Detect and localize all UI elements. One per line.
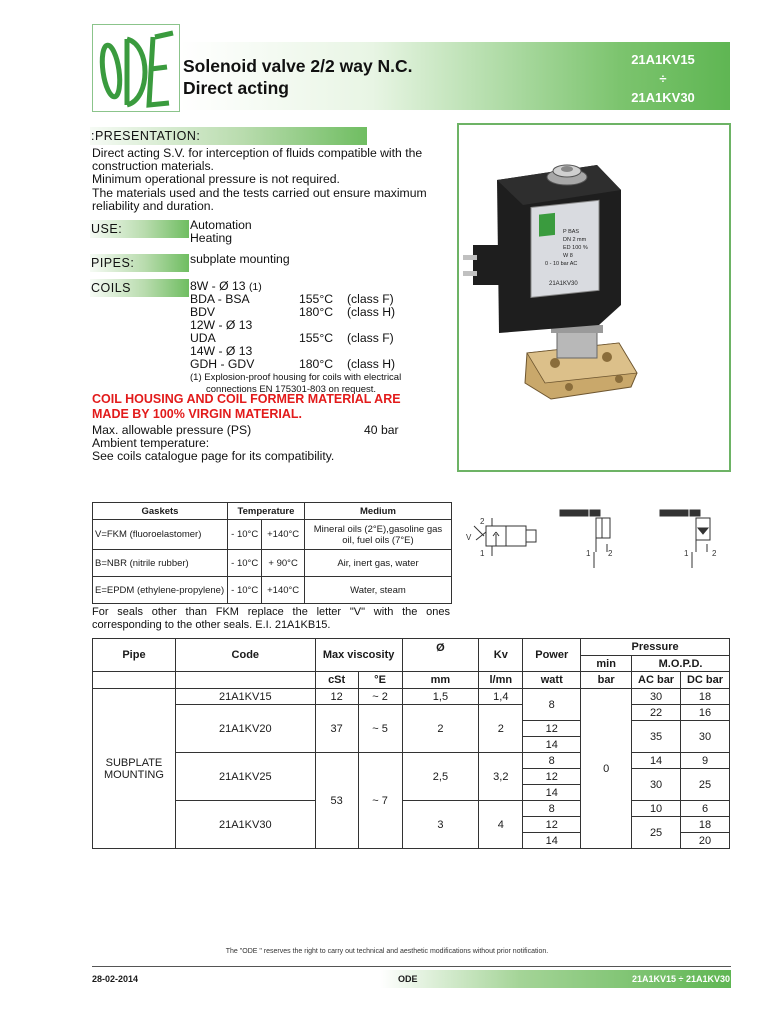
- kv-header: Kv: [479, 639, 523, 672]
- dc-bar-unit: DC bar: [681, 672, 730, 689]
- table-row: [93, 577, 452, 604]
- footer-brand: ODE: [398, 974, 418, 984]
- photo-label-line: W 8: [563, 253, 573, 259]
- code-cell: 21A1KV30: [175, 801, 315, 849]
- min-header: min: [581, 656, 632, 672]
- dc-cell: 20: [681, 833, 730, 849]
- temp-max-cell: +140°C: [262, 577, 305, 604]
- pipe-header: Pipe: [93, 639, 176, 672]
- gasket-cell: V=FKM (fluoroelastomer): [93, 520, 228, 550]
- e-cell: ~ 7: [358, 753, 402, 849]
- medium-cell: Air, inert gas, water: [304, 550, 451, 577]
- kv-cell: 3,2: [479, 753, 523, 801]
- temp-min-cell: - 10°C: [228, 520, 262, 550]
- ode-logo: [92, 24, 180, 112]
- seals-note: For seals other than FKM replace the letter "V" with the ones corresponding to the other seals. E.I. 21A1KB15.: [92, 606, 450, 631]
- cst-cell: 53: [315, 753, 358, 849]
- table-row: [93, 753, 730, 769]
- ac-cell: 25: [632, 817, 681, 849]
- presentation-text: Direct acting S.V. for interception of fluids compatible with the construction materials. Minimum operational pressure is not required. The materials used and the tests carried out ensure maximum reliability and duration.: [92, 146, 427, 213]
- ac-cell: 35: [632, 721, 681, 753]
- cst-cell: 37: [315, 705, 358, 753]
- photo-label-code: 21A1KV30: [549, 281, 578, 287]
- pipes-value: subplate mounting: [190, 252, 290, 266]
- coils-list: 8W - Ø 13 (1) BDA - BSA 155°C (class F) BDV 180°C (class H) 12W - Ø 13 UDA 155°C (class F) 14W - Ø 13 GDH - GDV 180°C (class H) (1) Explosion-proof housing for coils with electrical connections EN 175301-803 on request.: [190, 279, 402, 395]
- code-range: 21A1KV15 ÷ 21A1KV30: [631, 52, 695, 105]
- diameter-cell: 3: [402, 801, 479, 849]
- pressure-info: Max. allowable pressure (PS) 40 bar Ambient temperature: See coils catalogue page for its compatibility.: [92, 423, 399, 464]
- bar-unit: bar: [581, 672, 632, 689]
- photo-label-line: 0 - 10 bar AC: [545, 261, 578, 267]
- e-cell: ~ 5: [358, 705, 402, 753]
- footer-codes: 21A1KV15 ÷ 21A1KV30: [632, 974, 730, 984]
- footer-date: 28-02-2014: [92, 974, 139, 984]
- medium-header: Medium: [304, 503, 451, 520]
- gaskets-table: [92, 502, 452, 604]
- diameter-cell: 2: [402, 705, 479, 753]
- ac-cell: 10: [632, 801, 681, 817]
- coils-heading: COILS: [90, 279, 189, 297]
- power-cell: 8: [523, 753, 581, 769]
- dc-cell: 18: [681, 817, 730, 833]
- product-photo: [457, 123, 731, 472]
- valve-symbols: [462, 504, 732, 574]
- temp-min-cell: - 10°C: [228, 577, 262, 604]
- power-cell: 12: [523, 817, 581, 833]
- temperature-header: Temperature: [228, 503, 305, 520]
- svg-text:2: 2: [712, 549, 717, 558]
- specs-table: [92, 638, 730, 849]
- svg-text:1: 1: [586, 549, 591, 558]
- power-cell: 14: [523, 833, 581, 849]
- use-heading: USE:: [90, 220, 189, 238]
- pipe-cell: SUBPLATE MOUNTING: [93, 689, 176, 849]
- svg-text:2: 2: [480, 517, 485, 526]
- table-row: [93, 689, 730, 705]
- page-title: Solenoid valve 2/2 way N.C. Direct acting: [183, 56, 413, 98]
- ac-cell: 14: [632, 753, 681, 769]
- ac-cell: 30: [632, 689, 681, 705]
- presentation-heading: :PRESENTATION:: [90, 127, 367, 145]
- svg-text:1: 1: [480, 549, 485, 558]
- gasket-cell: E=EPDM (ethylene-propylene): [93, 577, 228, 604]
- power-cell: 12: [523, 721, 581, 737]
- e-cell: ~ 2: [358, 689, 402, 705]
- dc-cell: 16: [681, 705, 730, 721]
- power-header: Power: [523, 639, 581, 672]
- table-row: [93, 801, 730, 817]
- e-unit: °E: [358, 672, 402, 689]
- dc-cell: 25: [681, 769, 730, 801]
- photo-label-line: ED 100 %: [563, 245, 588, 251]
- ac-bar-unit: AC bar: [632, 672, 681, 689]
- min-cell: 0: [581, 689, 632, 849]
- svg-text:V: V: [466, 533, 472, 542]
- diameter-cell: 1,5: [402, 689, 479, 705]
- dc-cell: 30: [681, 721, 730, 753]
- mopd-header: M.O.P.D.: [632, 656, 730, 672]
- photo-label-line: P BAS: [563, 229, 580, 235]
- power-cell: 8: [523, 801, 581, 817]
- diameter-cell: 2,5: [402, 753, 479, 801]
- medium-cell: Water, steam: [304, 577, 451, 604]
- gaskets-header: Gaskets: [93, 503, 228, 520]
- lmn-unit: l/mn: [479, 672, 523, 689]
- footer-divider: [92, 966, 731, 967]
- watt-unit: watt: [523, 672, 581, 689]
- power-cell: 8: [523, 689, 581, 721]
- pressure-header: Pressure: [581, 639, 730, 656]
- temp-max-cell: +140°C: [262, 520, 305, 550]
- disclaimer: The "ODE " reserves the right to carry out technical and aesthetic modifications without prior notification.: [225, 948, 549, 955]
- code-cell: 21A1KV25: [175, 753, 315, 801]
- mm-unit: mm: [402, 672, 479, 689]
- diameter-header: Ø: [402, 639, 479, 672]
- medium-cell: Mineral oils (2°E),gasoline gas oil, fuel oils (7°E): [304, 520, 451, 550]
- kv-cell: 2: [479, 705, 523, 753]
- table-row: [93, 550, 452, 577]
- photo-label-line: DN 2 mm: [563, 237, 587, 243]
- viscosity-header: Max viscosity: [315, 639, 402, 672]
- use-values: Automation Heating: [190, 218, 252, 246]
- code-cell: 21A1KV20: [175, 705, 315, 753]
- warning-text: COIL HOUSING AND COIL FORMER MATERIAL ARE MADE BY 100% VIRGIN MATERIAL.: [92, 392, 401, 421]
- ac-cell: 22: [632, 705, 681, 721]
- code-header: Code: [175, 639, 315, 672]
- gasket-cell: B=NBR (nitrile rubber): [93, 550, 228, 577]
- kv-cell: 4: [479, 801, 523, 849]
- cst-unit: cSt: [315, 672, 358, 689]
- svg-text:2: 2: [608, 549, 613, 558]
- power-cell: 14: [523, 737, 581, 753]
- table-row: [93, 705, 730, 721]
- pipes-heading: PIPES:: [90, 254, 189, 272]
- temp-max-cell: + 90°C: [262, 550, 305, 577]
- dc-cell: 18: [681, 689, 730, 705]
- power-cell: 14: [523, 785, 581, 801]
- ac-cell: 30: [632, 769, 681, 801]
- dc-cell: 6: [681, 801, 730, 817]
- code-cell: 21A1KV15: [175, 689, 315, 705]
- temp-min-cell: - 10°C: [228, 550, 262, 577]
- cst-cell: 12: [315, 689, 358, 705]
- power-cell: 12: [523, 769, 581, 785]
- dc-cell: 9: [681, 753, 730, 769]
- kv-cell: 1,4: [479, 689, 523, 705]
- svg-text:1: 1: [684, 549, 689, 558]
- table-row: [93, 520, 452, 550]
